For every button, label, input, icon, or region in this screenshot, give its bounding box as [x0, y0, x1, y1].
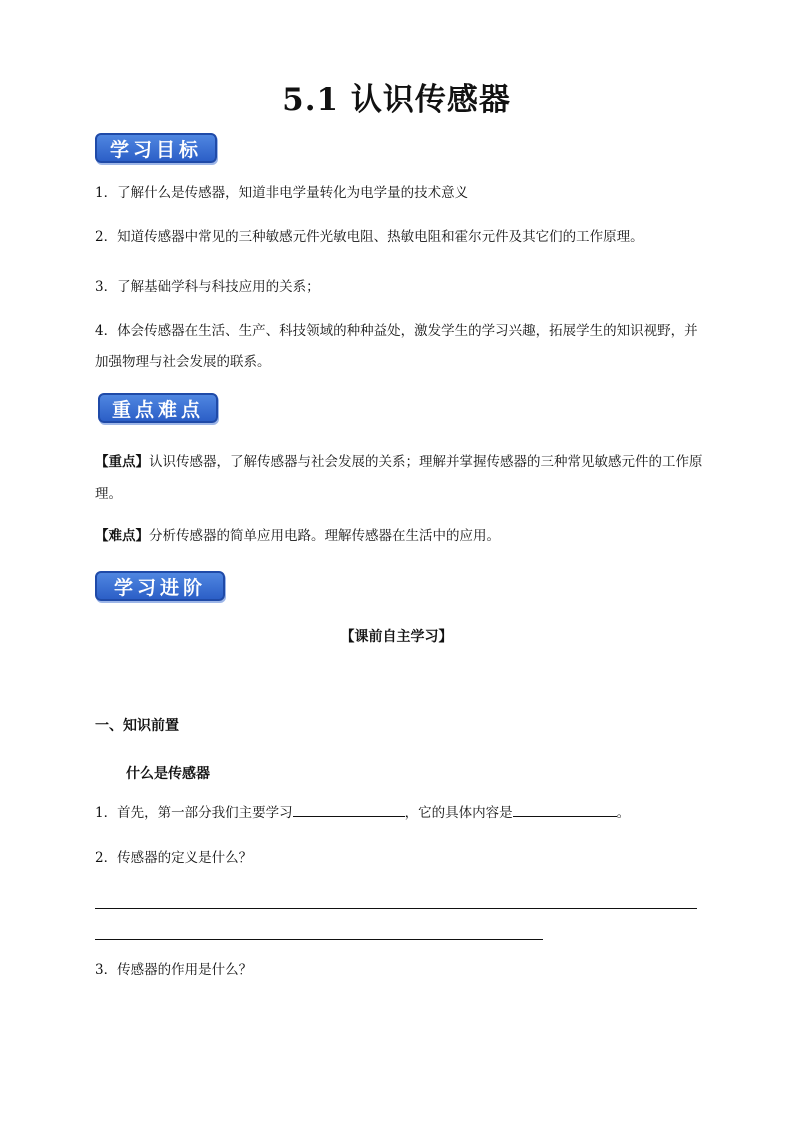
question-3: 3．传感器的作用是什么？ — [95, 962, 253, 978]
section-heading: 【课前自主学习】 — [340, 629, 453, 645]
objective-2: 2．知道传感器中常见的三种敏感元件光敏电阻、热敏电阻和霍尔元件及其它们的工作原理。 — [95, 229, 644, 245]
answer-line-1[interactable] — [95, 908, 697, 909]
question-1-before: 1．首先，第一部分我们主要学习 — [95, 805, 293, 821]
badge-learning-progress: 学习进阶 — [95, 571, 225, 601]
question-2: 2．传感器的定义是什么？ — [95, 850, 253, 866]
sub-heading: 什么是传感器 — [126, 766, 210, 782]
question-1-middle: ，它的具体内容是 — [404, 805, 513, 821]
difficult-point-text: 分析传感器的简单应用电路。理解传感器在生活中的应用。 — [149, 528, 500, 544]
key-point-label: 【重点】 — [95, 454, 149, 470]
question-1-after: 。 — [616, 805, 631, 821]
objective-4: 4．体会传感器在生活、生产、科技领域的种种益处，激发学生的学习兴趣，拓展学生的知识视野，并加强物理与社会发展的联系。 — [95, 323, 698, 370]
answer-blank-2[interactable] — [513, 802, 617, 817]
difficult-point — [95, 521, 705, 551]
badge-key-difficult-points: 重点难点 — [98, 393, 218, 423]
difficult-point-label: 【难点】 — [95, 528, 149, 544]
objective-3: 3．了解基础学科与科技应用的关系； — [95, 279, 320, 295]
question-1 — [95, 798, 705, 828]
answer-blank-1[interactable] — [293, 802, 405, 817]
objective-1: 1．了解什么是传感器，知道非电学量转化为电学量的技术意义 — [95, 185, 469, 201]
part-one-heading: 一、知识前置 — [95, 718, 179, 734]
key-point — [95, 446, 705, 510]
page-title: 5.1 认识传感器 — [282, 82, 511, 118]
badge-learning-objectives: 学习目标 — [95, 133, 217, 163]
key-point-text: 认识传感器，了解传感器与社会发展的关系；理解并掌握传感器的三种常见敏感元件的工作原理。 — [95, 454, 703, 502]
answer-line-2[interactable] — [95, 939, 543, 940]
